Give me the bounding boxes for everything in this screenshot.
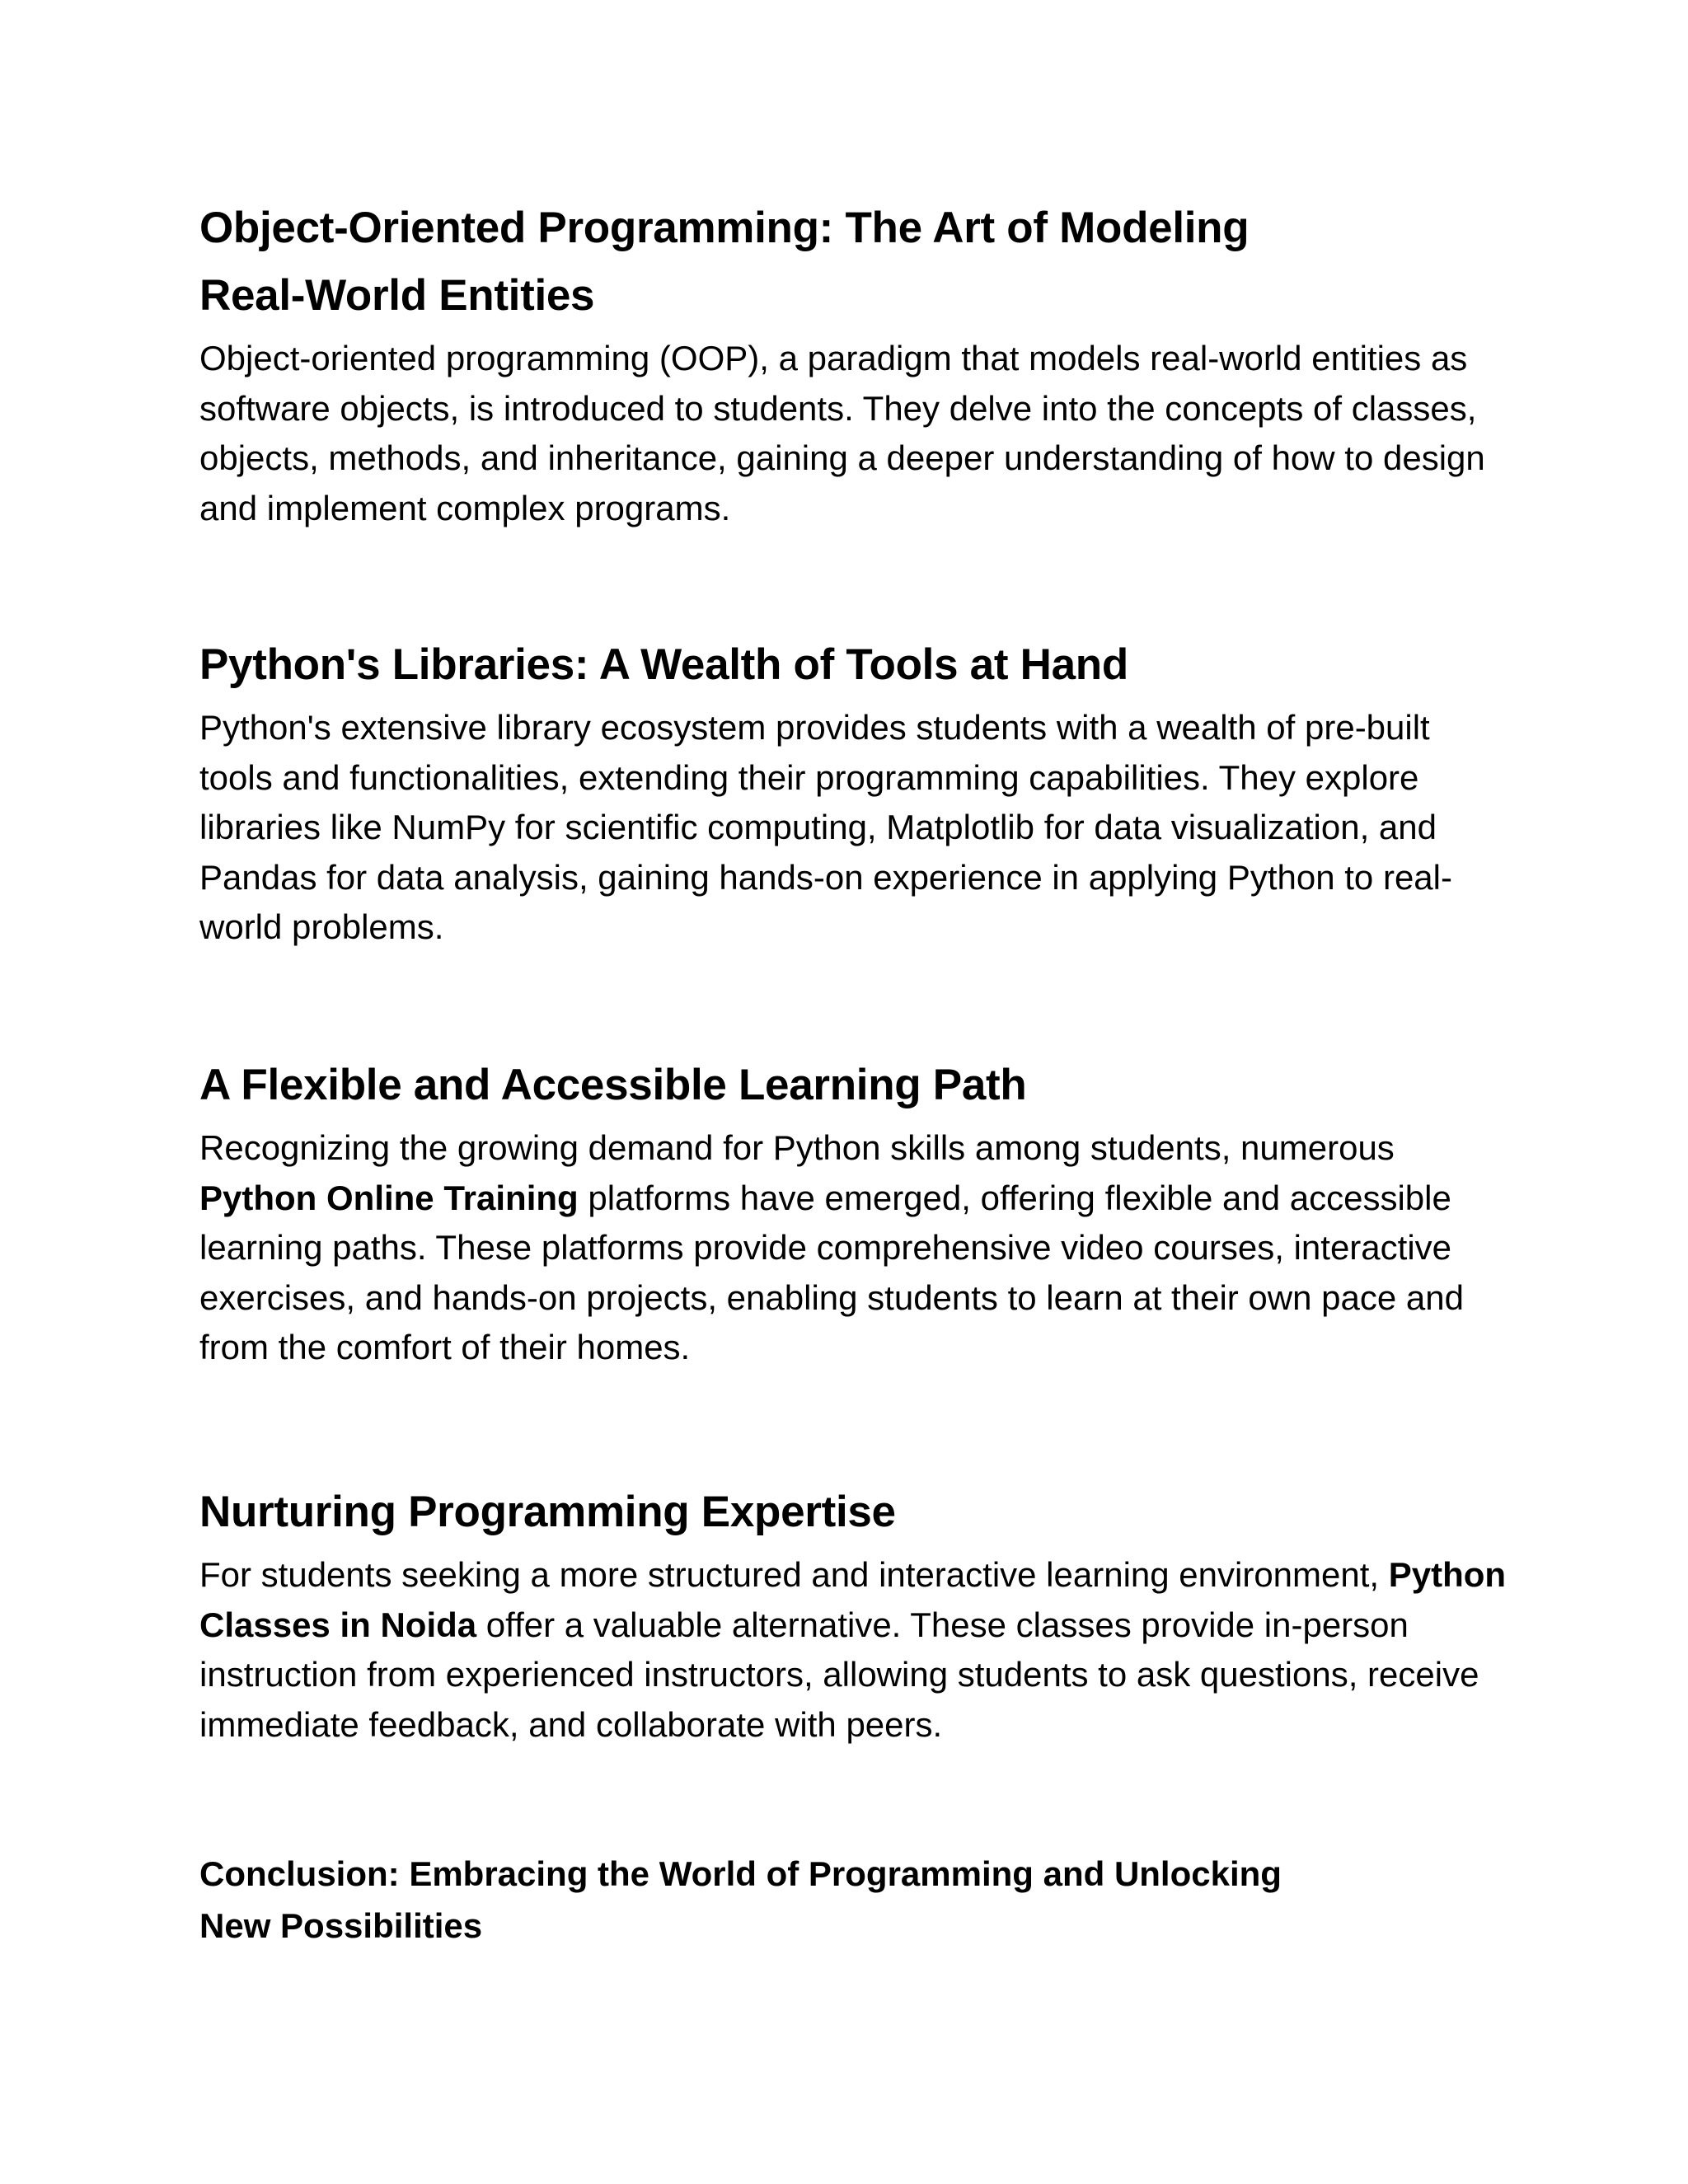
paragraph-text: offer a valuable alternative. These classes provide in-person instruction from experienced instructors, allowing students to ask questions, receive immediate feedback, and collaborate with peers. — [199, 1605, 1479, 1744]
section-heading: A Flexible and Accessible Learning Path — [199, 1061, 1027, 1109]
section-expertise — [199, 1479, 1510, 1750]
section-heading: Object-Oriented Programming: The Art of Modeling Real-World Entities — [199, 204, 1250, 320]
section-paragraph — [199, 1550, 1510, 1750]
conclusion-heading: Conclusion: Embracing the World of Programming and Unlocking New Possibilities — [199, 1854, 1282, 1945]
section-conclusion — [199, 1848, 1510, 1952]
section-paragraph: Object-oriented programming (OOP), a paradigm that models real-world entities as software objects, is introduced to students. They delve into the concepts of classes, objects, methods, and inheritance, gaining a deeper understanding of how to design and implement complex programs. — [199, 339, 1485, 527]
section-libraries — [199, 631, 1510, 953]
paragraph-text: platforms have emerged, offering flexible and accessible learning paths. These platforms provide comprehensive video courses, interactive exercises, and hands-on projects, enabling students to learn at their own pace and from the comfort of their homes. — [199, 1178, 1464, 1366]
bold-keyword-python-classes-noida: Python Classes in Noida — [199, 1555, 1507, 1644]
section-heading: Python's Libraries: A Wealth of Tools at Hand — [199, 640, 1128, 689]
section-oop — [199, 194, 1510, 533]
section-heading: Nurturing Programming Expertise — [199, 1488, 896, 1536]
section-paragraph — [199, 1123, 1510, 1373]
paragraph-text: For students seeking a more structured and interactive learning environment, — [199, 1555, 1389, 1594]
section-paragraph: Python's extensive library ecosystem provides students with a wealth of pre-built tools and functionalities, extending their programming capabilities. They explore libraries like NumPy for scientific computing, Matplotlib for data visualization, and Pandas for data analysis, gaining hands-on experience in applying Python to real-world problems. — [199, 708, 1452, 946]
paragraph-text: Recognizing the growing demand for Python skills among students, numerous — [199, 1128, 1395, 1167]
section-learning-path — [199, 1052, 1510, 1373]
bold-keyword-python-online-training: Python Online Training — [199, 1178, 579, 1217]
